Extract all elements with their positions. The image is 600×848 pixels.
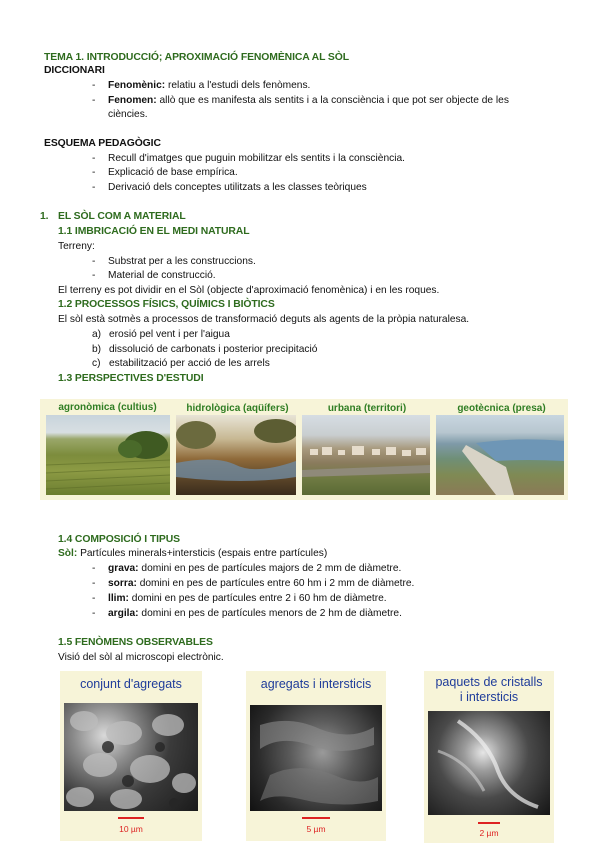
- photo-caption: agronòmica (cultius): [58, 402, 157, 413]
- perspectives-panel: [40, 399, 568, 500]
- list-item: [92, 357, 270, 371]
- hydrologic-photo: [176, 415, 296, 495]
- paragraph: [58, 547, 327, 561]
- definition-item: - Fenomen: allò que es manifesta als sentits i a la consciència i que pot ser objecte de les: [92, 95, 509, 106]
- list-item: [92, 343, 318, 357]
- list-item-text: Substrat per a les construccions.: [108, 256, 256, 267]
- list-item-text: Derivació dels conceptes utilitzats a les classes teòriques: [108, 182, 367, 193]
- list-item: - sorra: domini en pes de partícules entre 60 hm i 2 mm de diàmetre.: [92, 578, 415, 589]
- definition-continuation: ciències.: [108, 109, 148, 120]
- subsection-title: 1.5 FENÒMENS OBSERVABLES: [58, 637, 213, 648]
- paragraph: Terreny:: [58, 241, 95, 252]
- micrograph-title: agregats i intersticis: [260, 677, 372, 691]
- list-item-text: erosió pel vent i per l'aigua: [109, 329, 230, 340]
- soil-type-term: grava:: [108, 563, 139, 574]
- micrograph-image: [250, 705, 382, 811]
- photo-caption: urbana (territori): [327, 403, 407, 414]
- scale-bar: [302, 817, 330, 819]
- geotechnic-photo: [436, 415, 564, 495]
- sol-text: Partícules minerals+intersticis (espais entre partícules): [77, 548, 328, 559]
- paragraph: El sòl està sotmès a processos de transformació deguts als agents de la pròpia naturalesa.: [58, 314, 470, 325]
- list-item-text: Recull d'imatges que puguin mobilitzar els sentits i la consciència.: [108, 153, 405, 164]
- micrograph-title-line: i intersticis: [459, 690, 519, 704]
- list-marker: c): [92, 358, 101, 369]
- list-item: - Recull d'imatges que puguin mobilitzar els sentits i la consciència.: [92, 153, 405, 164]
- micrograph-panel: [60, 671, 202, 841]
- list-item-text: Explicació de base empírica.: [108, 167, 238, 178]
- scale-label: 10 µm: [119, 824, 143, 834]
- paragraph: El terreny es pot dividir en el Sòl (objecte d'aproximació fenomènica) i en les roques.: [58, 285, 440, 296]
- subsection-title: 1.4 COMPOSICIÓ I TIPUS: [58, 534, 180, 545]
- paragraph: Visió del sòl al microscopi electrònic.: [58, 652, 224, 663]
- list-item-text: dissolució de carbonats i posterior precipitació: [109, 344, 318, 355]
- list-item-text: estabilització per acció de les arrels: [109, 358, 270, 369]
- soil-type-text: domini en pes de partícules menors de 2 hm de diàmetre.: [138, 608, 402, 619]
- soil-type-text: domini en pes de partícules majors de 2 mm de diàmetre.: [138, 563, 402, 574]
- list-item-text: Material de construcció.: [108, 270, 216, 281]
- micrograph-panel: [424, 671, 554, 843]
- list-marker: a): [92, 329, 102, 340]
- micrograph-image: [64, 703, 198, 811]
- esquema-heading: ESQUEMA PEDAGÒGIC: [44, 138, 161, 149]
- photo-caption: hidrològica (aqüífers): [186, 403, 289, 414]
- definition-text: relatiu a l'estudi dels fenòmens.: [165, 80, 311, 91]
- list-item: - grava: domini en pes de partícules majors de 2 mm de diàmetre.: [92, 563, 402, 574]
- soil-type-term: argila:: [108, 608, 139, 619]
- micrograph-panel: [246, 671, 386, 841]
- soil-type-term: llim:: [108, 593, 129, 604]
- scale-bar: [118, 817, 144, 819]
- definition-term: Fenomen:: [108, 95, 157, 106]
- micrograph-title: conjunt d'agregats: [80, 677, 182, 691]
- list-item: [92, 328, 230, 342]
- micrograph-title-line: paquets de cristalls: [435, 675, 543, 689]
- list-item: - Substrat per a les construccions.: [92, 256, 256, 267]
- definition-item: - Fenomènic: relatiu a l'estudi dels fenòmens.: [92, 80, 311, 91]
- soil-type-text: domini en pes de partícules entre 2 i 60 hm de diàmetre.: [128, 593, 387, 604]
- list-marker: b): [92, 344, 102, 355]
- soil-type-term: sorra:: [108, 578, 137, 589]
- photo-caption: geotècnica (presa): [457, 403, 546, 414]
- subsection-title: 1.2 PROCESSOS FÍSICS, QUÍMICS I BIÒTICS: [58, 299, 275, 310]
- definition-term: Fenomènic:: [108, 80, 166, 91]
- subsection-title: 1.3 PERSPECTIVES D'ESTUDI: [58, 373, 204, 384]
- scale-label: 2 µm: [479, 828, 499, 838]
- agronomic-photo: [46, 415, 170, 495]
- definition-text: allò que es manifesta als sentits i a la consciència i que pot ser objecte de les: [156, 95, 509, 106]
- urban-photo: [302, 415, 430, 495]
- subsection-title: 1.1 IMBRICACIÓ EN EL MEDI NATURAL: [58, 226, 250, 237]
- soil-type-text: domini en pes de partícules entre 60 hm i 2 mm de diàmetre.: [136, 578, 415, 589]
- scale-label: 5 µm: [306, 824, 326, 834]
- section-title: EL SÒL COM A MATERIAL: [58, 211, 186, 222]
- list-item: - llim: domini en pes de partícules entre 2 i 60 hm de diàmetre.: [92, 593, 387, 604]
- micrograph-image: [428, 711, 550, 815]
- section-number: 1.: [40, 211, 49, 222]
- list-item: - Explicació de base empírica.: [92, 167, 238, 178]
- micrograph-title: [424, 675, 554, 705]
- diccionari-heading: DICCIONARI: [44, 65, 105, 76]
- doc-title: TEMA 1. INTRODUCCIÓ; APROXIMACIÓ FENOMÈNICA AL SÒL: [44, 52, 349, 63]
- list-item: - Derivació dels conceptes utilitzats a les classes teòriques: [92, 182, 367, 193]
- scale-bar: [478, 822, 500, 824]
- list-item: - Material de construcció.: [92, 270, 216, 281]
- list-item: - argila: domini en pes de partícules menors de 2 hm de diàmetre.: [92, 608, 402, 619]
- sol-label: Sòl:: [58, 548, 78, 559]
